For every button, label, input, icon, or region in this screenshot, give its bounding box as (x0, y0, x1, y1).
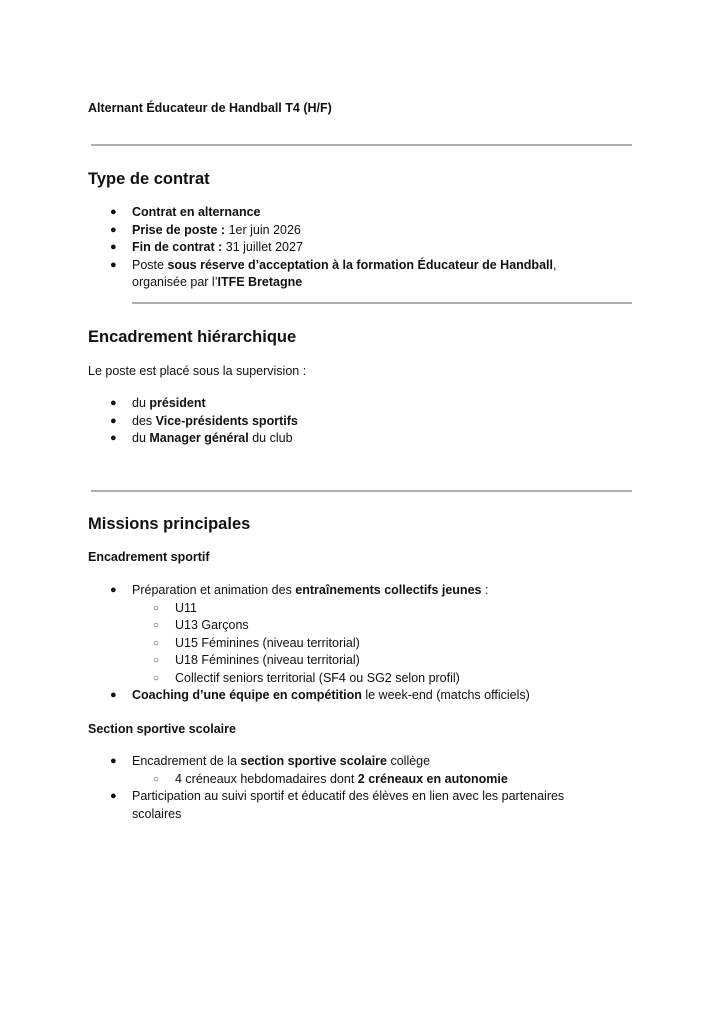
bullet-icon: ● (110, 432, 117, 444)
section-heading-contract: Type de contrat (88, 170, 210, 188)
contract-list (110, 204, 632, 292)
horizontal-rule (132, 302, 632, 304)
list-item: ● du Manager général du club (132, 430, 632, 448)
horizontal-rule (91, 144, 632, 146)
hollow-bullet-icon: ○ (153, 672, 160, 684)
bullet-icon: ● (110, 223, 117, 236)
sport-list (110, 582, 632, 705)
list-item: ● Préparation et animation des entraînements collectifs jeunes : (132, 582, 632, 600)
list-item: ● Fin de contrat : 31 juillet 2027 (132, 239, 632, 257)
bullet-icon: ● (110, 397, 117, 409)
bullet-icon: ● (110, 258, 117, 271)
bullet-icon: ● (110, 755, 117, 767)
hollow-bullet-icon: ○ (153, 620, 160, 631)
list-item: ● Contrat en alternance (132, 204, 632, 222)
bullet-icon: ● (110, 584, 117, 596)
bullet-icon: ● (110, 206, 117, 218)
school-list (110, 753, 632, 823)
sub-list-item: ○ U18 Féminines (niveau territorial) (175, 652, 632, 670)
list-item: ● des Vice-présidents sportifs (132, 413, 632, 431)
sub-list-item: ○ U11 (175, 600, 632, 618)
list-item: ● Prise de poste : 1er juin 2026 (132, 222, 632, 240)
list-item: ● Coaching d’une équipe en compétition le week-end (matchs officiels) (132, 687, 632, 705)
section-heading-missions: Missions principales (88, 515, 251, 533)
list-item: ● Encadrement de la section sportive scolaire collège (132, 753, 632, 771)
hollow-bullet-icon: ○ (153, 655, 160, 666)
job-title: Alternant Éducateur de Handball T4 (H/F) (88, 101, 332, 115)
hollow-bullet-icon: ○ (153, 602, 160, 614)
sub-list-item: ○ Collectif seniors territorial (SF4 ou SG2 selon profil) (175, 670, 632, 688)
list-item: ● Participation au suivi sportif et éducatif des élèves en lien avec les partenaires scolaires (110, 789, 565, 821)
hollow-bullet-icon: ○ (153, 773, 160, 785)
subheading-sport: Encadrement sportif (88, 550, 210, 564)
hierarchy-list (110, 395, 632, 448)
section-heading-hierarchy: Encadrement hiérarchique (88, 328, 297, 346)
sub-list-item: ○ 4 créneaux hebdomadaires dont 2 créneaux en autonomie (175, 771, 632, 789)
hollow-bullet-icon: ○ (153, 637, 160, 649)
list-item: ● Poste sous réserve d’acceptation à la formation Éducateur de Handball, organisée par l’ITFE Bretagne (110, 257, 557, 289)
sub-list-item: ○ U13 Garçons (175, 617, 632, 635)
list-item: ● du président (132, 395, 632, 413)
horizontal-rule (91, 490, 632, 492)
hierarchy-intro: Le poste est placé sous la supervision : (88, 364, 307, 378)
bullet-icon: ● (110, 241, 117, 253)
bullet-icon: ● (110, 689, 117, 701)
subheading-school: Section sportive scolaire (88, 722, 236, 736)
sub-list-item: ○ U15 Féminines (niveau territorial) (175, 635, 632, 653)
bullet-icon: ● (110, 414, 117, 427)
bullet-icon: ● (110, 790, 117, 802)
